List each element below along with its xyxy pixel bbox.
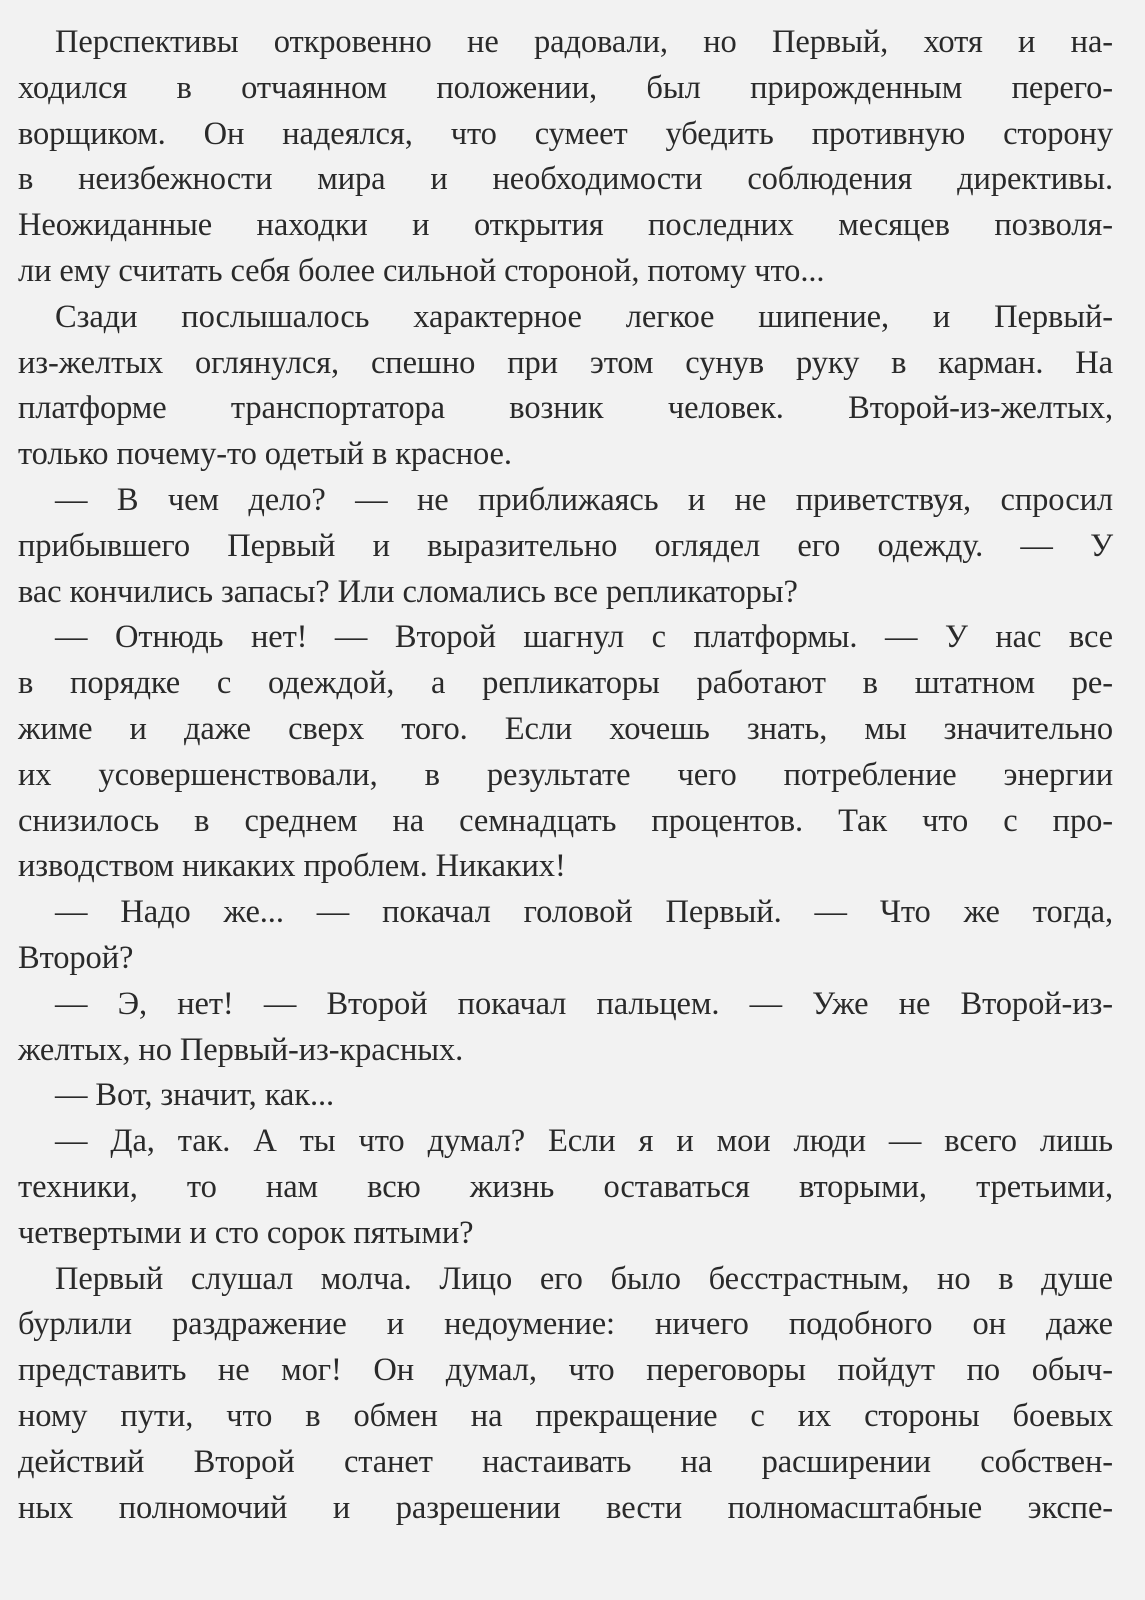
text-line: только почему-то одетый в красное. [18,436,512,473]
text-line: представить не мог! Он думал, что переговоры пойдут по обыч- [18,1352,1113,1389]
text-line: действий Второй станет настаивать на расширении собствен- [18,1443,1113,1480]
text-line: ному пути, что в обмен на прекращение с их стороны боевых [18,1397,1113,1434]
text-line: прибывшего Первый и выразительно оглядел его одежду. — У [18,527,1113,564]
text-line: Первый слушал молча. Лицо его было бесстрастным, но в душе [55,1260,1113,1297]
text-line: вас кончились запасы? Или сломались все репликаторы? [18,573,798,610]
text-line: ворщиком. Он надеялся, что сумеет убедить противную сторону [18,115,1113,152]
text-line: четвертыми и сто сорок пятыми? [18,1214,474,1251]
text-line: платформе транспортатора возник человек. Второй-из-желтых, [18,390,1113,427]
text-line: Сзади послышалось характерное легкое шипение, и Первый- [55,298,1113,335]
text-line: — Да, так. А ты что думал? Если я и мои люди — всего лишь [55,1123,1113,1160]
text-line: в неизбежности мира и необходимости соблюдения директивы. [18,161,1113,198]
text-line: Второй? [18,939,134,976]
text-line: Перспективы откровенно не радовали, но Первый, хотя и на- [55,24,1113,60]
text-line: бурлили раздражение и недоумение: ничего подобного он даже [18,1306,1113,1343]
text-line: Неожиданные находки и открытия последних месяцев позволя- [18,207,1113,244]
text-line: — Э, нет! — Второй покачал пальцем. — Уже не Второй-из- [55,985,1113,1022]
text-line: — Отнюдь нет! — Второй шагнул с платформы. — У нас все [55,619,1113,656]
text-line: желтых, но Первый-из-красных. [18,1031,464,1068]
text-line: жиме и даже сверх того. Если хочешь знать, мы значительно [18,710,1113,747]
text-line: — Вот, значит, как... [55,1077,335,1114]
text-line: ходился в отчаянном положении, был прирожденным перего- [18,69,1113,106]
text-line: — В чем дело? — не приближаясь и не приветствуя, спросил [55,481,1113,518]
text-line: из-желтых оглянулся, спешно при этом сунув руку в карман. На [18,344,1113,381]
text-line: их усовершенствовали, в результате чего потребление энергии [18,756,1113,793]
text-line: ных полномочий и разрешении вести полномасштабные экспе- [18,1489,1113,1526]
text-line: ли ему считать себя более сильной стороной, потому что... [18,252,825,289]
text-line: снизилось в среднем на семнадцать процентов. Так что с про- [18,802,1113,839]
text-line: в порядке с одеждой, а репликаторы работают в штатном ре- [18,665,1113,702]
text-line: техники, то нам всю жизнь оставаться вторыми, третьими, [18,1168,1113,1205]
text-line: изводством никаких проблем. Никаких! [18,848,566,885]
text-line: — Надо же... — покачал головой Первый. — Что же тогда, [55,894,1113,931]
